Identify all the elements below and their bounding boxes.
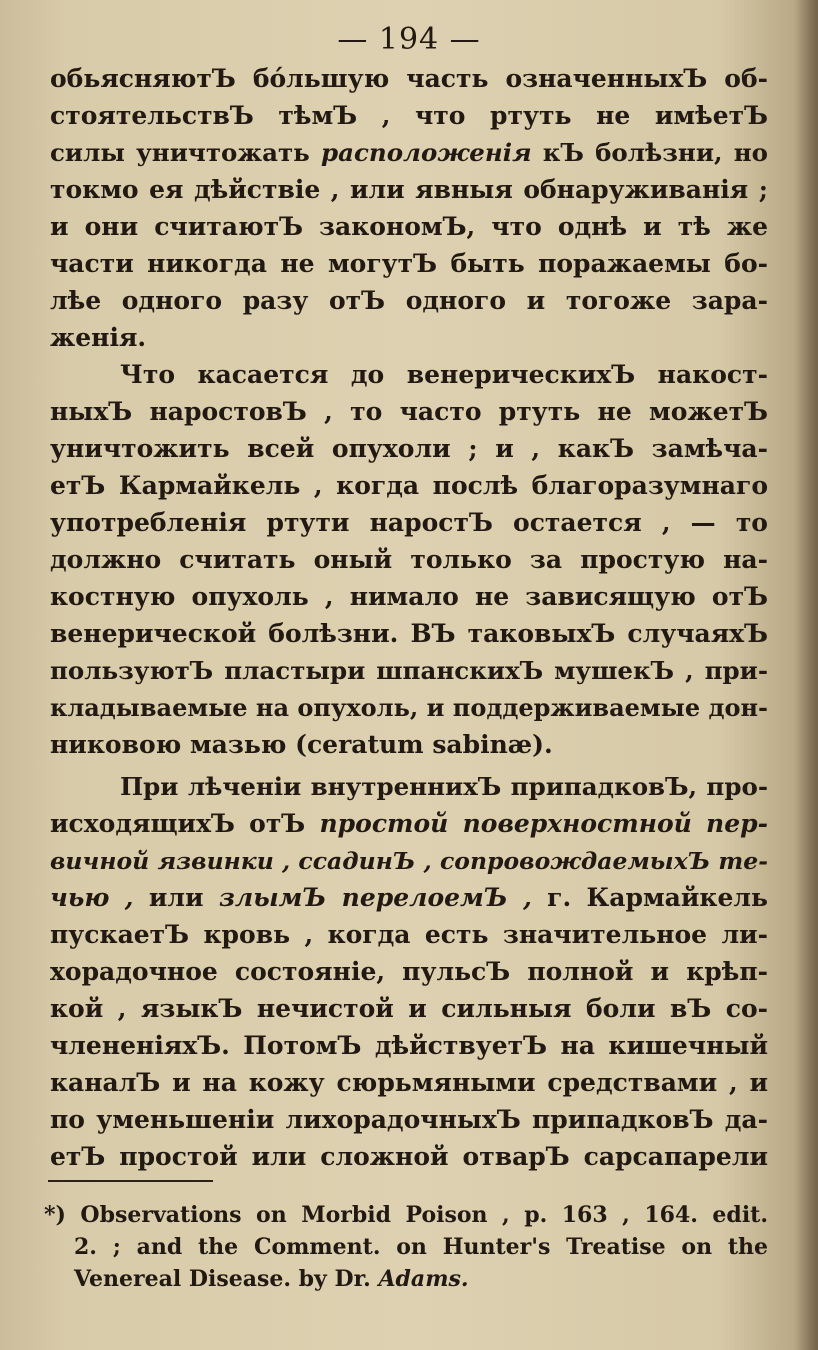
text-line xyxy=(50,879,768,917)
italic-phrase: Adams. xyxy=(378,1266,469,1292)
text-segment: Venereal Disease. by Dr. xyxy=(74,1266,371,1292)
text-line: каналЪ и на кожу сюрьмяными средствами , и xyxy=(50,1068,768,1097)
text-line: венерической болѣзни. ВЪ таковыхЪ случаяхЪ xyxy=(50,619,768,648)
paragraph-start: Что касается до венерическихЪ накост- xyxy=(120,360,768,389)
text-segment: или xyxy=(148,883,204,912)
italic-phrase: расположенія xyxy=(320,138,532,167)
text-line: лѣе одного разу отЪ одного и тогоже зара- xyxy=(50,286,768,315)
text-line: стоятельствЪ тѣмЪ , что ртуть не имѣетЪ xyxy=(50,101,768,130)
text-line: части никогда не могутЪ быть поражаемы бо- xyxy=(50,249,768,278)
text-segment: исходящихЪ отЪ xyxy=(50,809,306,838)
text-segment: г. Кармайкель xyxy=(547,883,768,912)
text-line xyxy=(50,805,768,843)
text-line: пользуютЪ пластыри шпанскихЪ мушекЪ , при- xyxy=(50,656,768,685)
page-edge-shadow xyxy=(796,0,818,1350)
italic-phrase: злымЪ перелоемЪ , xyxy=(218,883,532,912)
text-line: по уменьшеніи лихорадочныхЪ припадковЪ да- xyxy=(50,1105,768,1134)
footnote-divider xyxy=(48,1180,213,1182)
text-line: должно считать оный только за простую на- xyxy=(50,545,768,574)
text-segment: силы уничтожать xyxy=(50,138,310,167)
text-line: костную опухоль , нимало не зависящую отЪ xyxy=(50,582,768,611)
footnote-line: *) Observations on Morbid Poison , p. 163 , 164. edit. xyxy=(44,1202,768,1228)
text-line: кой , языкЪ нечистой и сильныя боли вЪ со- xyxy=(50,994,768,1023)
italic-phrase: простой поверхностной пер- xyxy=(319,809,768,838)
text-line: етЪ Кармайкель , когда послѣ благоразумнаго xyxy=(50,471,768,500)
text-line: и они считаютЪ закономЪ, что однѣ и тѣ же xyxy=(50,212,768,241)
text-line: хорадочное состояніе, пульсЪ полной и крѣп- xyxy=(50,957,768,986)
paragraph-start: При лѣченіи внутреннихЪ припадковЪ, про- xyxy=(120,772,768,801)
text-line: члененіяхЪ. ПотомЪ дѣйствуетЪ на кишечный xyxy=(50,1031,768,1060)
footnote-line: 2. ; and the Comment. on Hunter's Treatise on the xyxy=(74,1234,768,1260)
text-line: обьясняютЪ бо́льшую часть означенныхЪ об- xyxy=(50,64,768,93)
text-line: пускаетЪ кровь , когда есть значительное ли- xyxy=(50,920,768,949)
text-line xyxy=(50,134,768,172)
footnote-line xyxy=(74,1262,768,1296)
text-line: ныхЪ наростовЪ , то часто ртуть не можетЪ xyxy=(50,397,768,426)
text-line: никовою мазью (ceratum sabinæ). xyxy=(50,730,553,759)
text-line: етЪ простой или сложной отварЪ сарсапарели xyxy=(50,1142,768,1171)
text-line: токмо ея дѣйствіе , или явныя обнаруживанія ; xyxy=(50,175,768,204)
page-number: — 194 — xyxy=(337,22,481,57)
text-line: уничтожить всей опухоли ; и , какЪ замѣча- xyxy=(50,434,768,463)
text-line: женія. xyxy=(50,323,147,352)
text-line: вичной язвинки , ссадинЪ , сопровождаемыхЪ те- xyxy=(50,847,768,875)
text-segment: кЪ болѣзни, но xyxy=(542,138,768,167)
text-line: кладываемые на опухоль, и поддерживаемые дон- xyxy=(50,693,768,722)
text-line: употребленія ртути наростЪ остается , — то xyxy=(50,508,768,537)
italic-phrase: чью , xyxy=(50,883,134,912)
